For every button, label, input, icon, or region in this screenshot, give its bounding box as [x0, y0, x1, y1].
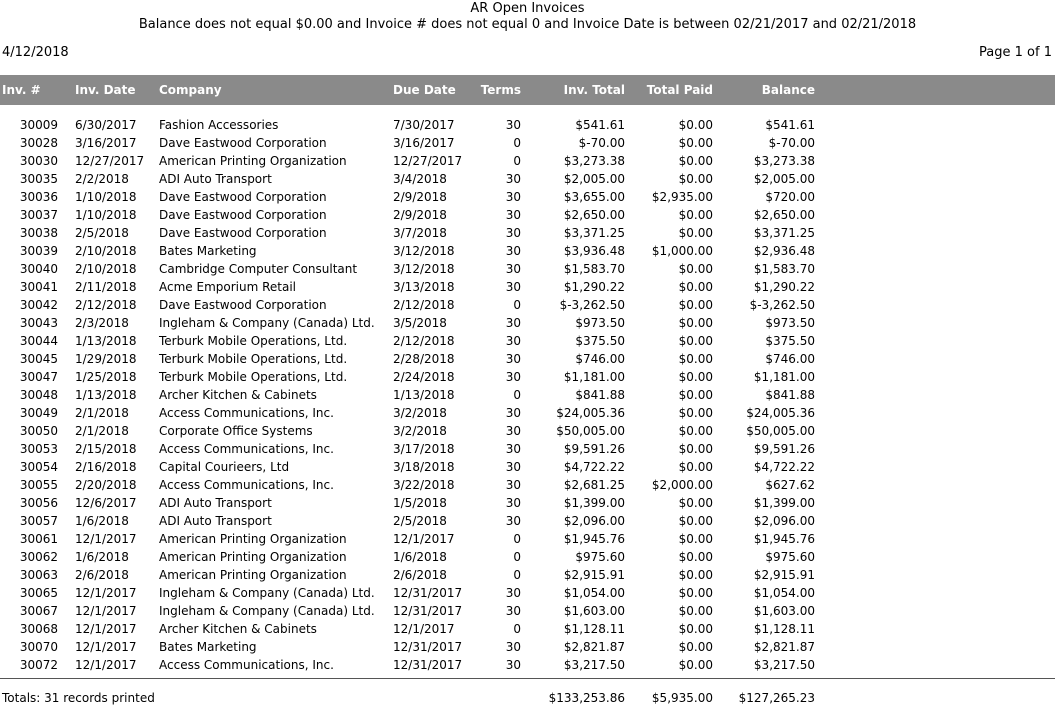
- table-row: [0, 513, 1055, 531]
- cell-inv-date: 2/10/2018: [75, 262, 137, 276]
- cell-inv-date: 1/29/2018: [75, 352, 137, 366]
- cell-inv-total: $3,273.38: [563, 154, 625, 168]
- cell-inv-total: $1,054.00: [563, 586, 625, 600]
- totals-total-paid: $5,935.00: [651, 691, 713, 705]
- cell-inv-no: 30009: [19, 118, 58, 132]
- cell-due-date: 3/4/2018: [393, 172, 447, 186]
- cell-terms: 0: [513, 568, 521, 582]
- header-inv-total: Inv. Total: [563, 83, 625, 97]
- cell-total-paid: $0.00: [678, 640, 713, 654]
- cell-inv-no: 30037: [19, 208, 58, 222]
- cell-terms: 30: [505, 424, 521, 438]
- cell-total-paid: $0.00: [678, 622, 713, 636]
- cell-terms: 0: [513, 298, 521, 312]
- cell-terms: 30: [505, 496, 521, 510]
- cell-inv-total: $2,915.91: [563, 568, 625, 582]
- cell-company: Access Communications, Inc.: [159, 406, 334, 420]
- cell-terms: 30: [505, 460, 521, 474]
- totals-balance: $127,265.23: [738, 691, 815, 705]
- cell-due-date: 3/2/2018: [393, 406, 447, 420]
- table-row: [0, 549, 1055, 567]
- cell-due-date: 7/30/2017: [393, 118, 455, 132]
- report-title: AR Open Invoices: [470, 1, 585, 16]
- header-inv-date: Inv. Date: [75, 83, 136, 97]
- cell-balance: $746.00: [765, 352, 815, 366]
- cell-balance: $1,399.00: [753, 496, 815, 510]
- cell-terms: 0: [513, 154, 521, 168]
- cell-terms: 30: [505, 172, 521, 186]
- cell-company: Access Communications, Inc.: [159, 442, 334, 456]
- table-row: [0, 369, 1055, 387]
- cell-total-paid: $0.00: [678, 262, 713, 276]
- cell-company: ADI Auto Transport: [159, 514, 272, 528]
- cell-inv-no: 30042: [19, 298, 58, 312]
- totals-inv-total: $133,253.86: [548, 691, 625, 705]
- cell-inv-date: 12/1/2017: [75, 532, 137, 546]
- cell-terms: 30: [505, 514, 521, 528]
- table-row: [0, 243, 1055, 261]
- cell-company: American Printing Organization: [159, 550, 347, 564]
- cell-inv-total: $1,181.00: [563, 370, 625, 384]
- cell-inv-total: $541.61: [575, 118, 625, 132]
- table-row: [0, 603, 1055, 621]
- cell-due-date: 1/13/2018: [393, 388, 455, 402]
- cell-balance: $24,005.36: [746, 406, 815, 420]
- cell-total-paid: $0.00: [678, 388, 713, 402]
- cell-company: ADI Auto Transport: [159, 172, 272, 186]
- header-terms: Terms: [480, 83, 521, 97]
- cell-inv-date: 1/13/2018: [75, 334, 137, 348]
- cell-due-date: 2/6/2018: [393, 568, 447, 582]
- header-due-date: Due Date: [393, 83, 456, 97]
- cell-due-date: 1/6/2018: [393, 550, 447, 564]
- cell-balance: $50,005.00: [746, 424, 815, 438]
- cell-total-paid: $0.00: [678, 370, 713, 384]
- cell-total-paid: $0.00: [678, 136, 713, 150]
- cell-balance: $2,005.00: [753, 172, 815, 186]
- cell-inv-total: $50,005.00: [556, 424, 625, 438]
- cell-terms: 30: [505, 226, 521, 240]
- cell-inv-date: 1/10/2018: [75, 190, 137, 204]
- cell-due-date: 3/17/2018: [393, 442, 455, 456]
- cell-due-date: 2/28/2018: [393, 352, 455, 366]
- header-inv-no: Inv. #: [2, 83, 41, 97]
- cell-balance: $1,054.00: [753, 586, 815, 600]
- cell-inv-total: $2,821.87: [563, 640, 625, 654]
- cell-due-date: 3/16/2017: [393, 136, 455, 150]
- cell-total-paid: $1,000.00: [651, 244, 713, 258]
- totals-label: Totals: 31 records printed: [2, 691, 155, 705]
- cell-inv-date: 12/1/2017: [75, 658, 137, 672]
- cell-balance: $1,181.00: [753, 370, 815, 384]
- cell-inv-no: 30056: [19, 496, 58, 510]
- cell-balance: $2,096.00: [753, 514, 815, 528]
- cell-terms: 0: [513, 136, 521, 150]
- cell-balance: $1,583.70: [753, 262, 815, 276]
- cell-company: Access Communications, Inc.: [159, 658, 334, 672]
- cell-inv-no: 30072: [19, 658, 58, 672]
- cell-company: Ingleham & Company (Canada) Ltd.: [159, 316, 375, 330]
- cell-balance: $973.50: [765, 316, 815, 330]
- cell-balance: $2,650.00: [753, 208, 815, 222]
- cell-company: Acme Emporium Retail: [159, 280, 296, 294]
- cell-total-paid: $0.00: [678, 550, 713, 564]
- header-company: Company: [159, 83, 222, 97]
- cell-balance: $2,936.48: [753, 244, 815, 258]
- cell-balance: $1,128.11: [753, 622, 815, 636]
- cell-inv-total: $4,722.22: [563, 460, 625, 474]
- cell-inv-date: 2/3/2018: [75, 316, 129, 330]
- cell-inv-total: $2,005.00: [563, 172, 625, 186]
- cell-total-paid: $2,935.00: [651, 190, 713, 204]
- invoice-table-body: [0, 117, 1055, 675]
- cell-due-date: 3/13/2018: [393, 280, 455, 294]
- cell-total-paid: $2,000.00: [651, 478, 713, 492]
- table-row: [0, 297, 1055, 315]
- cell-terms: 30: [505, 604, 521, 618]
- cell-inv-date: 1/6/2018: [75, 550, 129, 564]
- cell-total-paid: $0.00: [678, 496, 713, 510]
- cell-due-date: 12/1/2017: [393, 622, 455, 636]
- cell-inv-no: 30049: [19, 406, 58, 420]
- table-row: [0, 135, 1055, 153]
- cell-total-paid: $0.00: [678, 172, 713, 186]
- table-row: [0, 117, 1055, 135]
- cell-company: Dave Eastwood Corporation: [159, 226, 327, 240]
- cell-inv-date: 12/1/2017: [75, 622, 137, 636]
- cell-inv-total: $2,096.00: [563, 514, 625, 528]
- cell-terms: 30: [505, 208, 521, 222]
- cell-inv-date: 12/6/2017: [75, 496, 137, 510]
- cell-inv-no: 30067: [19, 604, 58, 618]
- cell-terms: 0: [513, 622, 521, 636]
- cell-terms: 30: [505, 370, 521, 384]
- cell-balance: $2,821.87: [753, 640, 815, 654]
- cell-inv-total: $2,681.25: [563, 478, 625, 492]
- cell-company: Dave Eastwood Corporation: [159, 136, 327, 150]
- cell-company: Capital Courieers, Ltd: [159, 460, 290, 474]
- cell-company: Archer Kitchen & Cabinets: [159, 622, 317, 636]
- header-balance: Balance: [761, 83, 815, 97]
- cell-inv-total: $973.50: [575, 316, 625, 330]
- table-row: [0, 207, 1055, 225]
- cell-inv-no: 30070: [19, 640, 58, 654]
- cell-inv-no: 30061: [19, 532, 58, 546]
- table-row: [0, 657, 1055, 675]
- cell-inv-date: 1/10/2018: [75, 208, 137, 222]
- cell-inv-no: 30047: [19, 370, 58, 384]
- cell-total-paid: $0.00: [678, 154, 713, 168]
- cell-inv-total: $841.88: [575, 388, 625, 402]
- cell-balance: $4,722.22: [753, 460, 815, 474]
- cell-due-date: 3/18/2018: [393, 460, 455, 474]
- cell-terms: 30: [505, 640, 521, 654]
- cell-total-paid: $0.00: [678, 514, 713, 528]
- cell-inv-no: 30035: [19, 172, 58, 186]
- cell-company: Archer Kitchen & Cabinets: [159, 388, 317, 402]
- cell-balance: $2,915.91: [753, 568, 815, 582]
- report-filter-subtitle: Balance does not equal $0.00 and Invoice # does not equal 0 and Invoice Date is between 02/21/2017 and 02/21/2018: [138, 17, 917, 32]
- cell-total-paid: $0.00: [678, 280, 713, 294]
- cell-company: Bates Marketing: [159, 640, 257, 654]
- cell-inv-date: 2/1/2018: [75, 424, 129, 438]
- cell-inv-no: 30057: [19, 514, 58, 528]
- cell-inv-no: 30045: [19, 352, 58, 366]
- table-row: [0, 171, 1055, 189]
- cell-total-paid: $0.00: [678, 586, 713, 600]
- cell-company: Ingleham & Company (Canada) Ltd.: [159, 604, 375, 618]
- table-row: [0, 567, 1055, 585]
- cell-inv-date: 2/1/2018: [75, 406, 129, 420]
- cell-company: Ingleham & Company (Canada) Ltd.: [159, 586, 375, 600]
- totals-row: [0, 690, 1055, 706]
- cell-terms: 30: [505, 478, 521, 492]
- cell-balance: $9,591.26: [753, 442, 815, 456]
- cell-inv-total: $24,005.36: [556, 406, 625, 420]
- cell-total-paid: $0.00: [678, 208, 713, 222]
- cell-due-date: 2/9/2018: [393, 190, 447, 204]
- cell-balance: $541.61: [765, 118, 815, 132]
- cell-inv-date: 2/20/2018: [75, 478, 137, 492]
- cell-inv-date: 12/1/2017: [75, 586, 137, 600]
- cell-terms: 0: [513, 550, 521, 564]
- cell-inv-no: 30068: [19, 622, 58, 636]
- cell-company: Access Communications, Inc.: [159, 478, 334, 492]
- cell-inv-date: 12/1/2017: [75, 604, 137, 618]
- cell-balance: $3,273.38: [753, 154, 815, 168]
- table-row: [0, 387, 1055, 405]
- cell-inv-no: 30053: [19, 442, 58, 456]
- cell-inv-no: 30055: [19, 478, 58, 492]
- cell-inv-total: $1,945.76: [563, 532, 625, 546]
- cell-due-date: 12/31/2017: [393, 640, 463, 654]
- cell-total-paid: $0.00: [678, 118, 713, 132]
- cell-total-paid: $0.00: [678, 568, 713, 582]
- cell-due-date: 1/5/2018: [393, 496, 447, 510]
- cell-inv-total: $-70.00: [578, 136, 625, 150]
- cell-inv-date: 2/16/2018: [75, 460, 137, 474]
- cell-balance: $-3,262.50: [749, 298, 815, 312]
- cell-terms: 30: [505, 586, 521, 600]
- cell-due-date: 3/12/2018: [393, 244, 455, 258]
- cell-company: Corporate Office Systems: [159, 424, 313, 438]
- cell-company: Cambridge Computer Consultant: [159, 262, 358, 276]
- cell-terms: 30: [505, 334, 521, 348]
- cell-inv-total: $1,603.00: [563, 604, 625, 618]
- cell-total-paid: $0.00: [678, 442, 713, 456]
- cell-inv-date: 1/6/2018: [75, 514, 129, 528]
- cell-due-date: 12/27/2017: [393, 154, 463, 168]
- cell-inv-total: $1,290.22: [563, 280, 625, 294]
- cell-terms: 30: [505, 352, 521, 366]
- cell-inv-no: 30041: [19, 280, 58, 294]
- cell-balance: $1,603.00: [753, 604, 815, 618]
- cell-due-date: 3/22/2018: [393, 478, 455, 492]
- cell-company: Dave Eastwood Corporation: [159, 190, 327, 204]
- cell-terms: 30: [505, 658, 521, 672]
- cell-inv-date: 2/12/2018: [75, 298, 137, 312]
- cell-terms: 30: [505, 262, 521, 276]
- cell-inv-date: 1/25/2018: [75, 370, 137, 384]
- cell-company: Fashion Accessories: [159, 118, 279, 132]
- cell-total-paid: $0.00: [678, 406, 713, 420]
- cell-balance: $3,371.25: [753, 226, 815, 240]
- cell-inv-total: $375.50: [575, 334, 625, 348]
- cell-balance: $720.00: [765, 190, 815, 204]
- table-row: [0, 315, 1055, 333]
- cell-total-paid: $0.00: [678, 316, 713, 330]
- cell-inv-total: $746.00: [575, 352, 625, 366]
- cell-inv-total: $3,217.50: [563, 658, 625, 672]
- cell-inv-total: $1,128.11: [563, 622, 625, 636]
- cell-due-date: 2/9/2018: [393, 208, 447, 222]
- cell-terms: 30: [505, 406, 521, 420]
- cell-total-paid: $0.00: [678, 658, 713, 672]
- cell-inv-no: 30048: [19, 388, 58, 402]
- footer-divider: [0, 678, 1055, 679]
- cell-inv-total: $-3,262.50: [559, 298, 625, 312]
- cell-balance: $841.88: [765, 388, 815, 402]
- cell-inv-date: 12/1/2017: [75, 640, 137, 654]
- cell-due-date: 2/5/2018: [393, 514, 447, 528]
- table-row: [0, 333, 1055, 351]
- cell-company: Dave Eastwood Corporation: [159, 298, 327, 312]
- cell-terms: 30: [505, 190, 521, 204]
- cell-inv-no: 30036: [19, 190, 58, 204]
- cell-total-paid: $0.00: [678, 352, 713, 366]
- cell-inv-date: 2/15/2018: [75, 442, 137, 456]
- cell-inv-no: 30043: [19, 316, 58, 330]
- cell-total-paid: $0.00: [678, 226, 713, 240]
- table-row: [0, 423, 1055, 441]
- cell-balance: $627.62: [765, 478, 815, 492]
- cell-due-date: 3/5/2018: [393, 316, 447, 330]
- cell-total-paid: $0.00: [678, 604, 713, 618]
- cell-company: Terburk Mobile Operations, Ltd.: [159, 352, 348, 366]
- cell-company: Terburk Mobile Operations, Ltd.: [159, 334, 348, 348]
- cell-inv-date: 2/11/2018: [75, 280, 137, 294]
- table-row: [0, 477, 1055, 495]
- cell-inv-date: 2/5/2018: [75, 226, 129, 240]
- cell-inv-date: 1/13/2018: [75, 388, 137, 402]
- cell-due-date: 12/31/2017: [393, 586, 463, 600]
- cell-inv-total: $2,650.00: [563, 208, 625, 222]
- cell-total-paid: $0.00: [678, 532, 713, 546]
- cell-balance: $375.50: [765, 334, 815, 348]
- table-row: [0, 153, 1055, 171]
- cell-balance: $1,290.22: [753, 280, 815, 294]
- cell-inv-date: 6/30/2017: [75, 118, 137, 132]
- cell-company: American Printing Organization: [159, 568, 347, 582]
- table-row: [0, 261, 1055, 279]
- cell-terms: 30: [505, 244, 521, 258]
- cell-total-paid: $0.00: [678, 298, 713, 312]
- table-row: [0, 441, 1055, 459]
- table-row: [0, 621, 1055, 639]
- cell-inv-no: 30040: [19, 262, 58, 276]
- cell-company: Dave Eastwood Corporation: [159, 208, 327, 222]
- cell-company: Bates Marketing: [159, 244, 257, 258]
- cell-company: American Printing Organization: [159, 532, 347, 546]
- table-row: [0, 639, 1055, 657]
- cell-terms: 30: [505, 316, 521, 330]
- table-row: [0, 585, 1055, 603]
- cell-terms: 0: [513, 532, 521, 546]
- cell-inv-date: 2/6/2018: [75, 568, 129, 582]
- cell-inv-date: 3/16/2017: [75, 136, 137, 150]
- cell-inv-no: 30065: [19, 586, 58, 600]
- cell-terms: 0: [513, 388, 521, 402]
- cell-inv-total: $1,583.70: [563, 262, 625, 276]
- table-row: [0, 531, 1055, 549]
- cell-due-date: 2/24/2018: [393, 370, 455, 384]
- cell-total-paid: $0.00: [678, 424, 713, 438]
- header-total-paid: Total Paid: [646, 83, 713, 97]
- cell-total-paid: $0.00: [678, 460, 713, 474]
- cell-total-paid: $0.00: [678, 334, 713, 348]
- table-row: [0, 495, 1055, 513]
- cell-inv-no: 30039: [19, 244, 58, 258]
- cell-inv-no: 30038: [19, 226, 58, 240]
- cell-due-date: 3/2/2018: [393, 424, 447, 438]
- cell-inv-no: 30063: [19, 568, 58, 582]
- cell-inv-total: $3,936.48: [563, 244, 625, 258]
- cell-inv-date: 12/27/2017: [75, 154, 145, 168]
- cell-inv-no: 30030: [19, 154, 58, 168]
- cell-due-date: 12/31/2017: [393, 658, 463, 672]
- cell-company: American Printing Organization: [159, 154, 347, 168]
- cell-inv-total: $9,591.26: [563, 442, 625, 456]
- table-row: [0, 351, 1055, 369]
- cell-company: Terburk Mobile Operations, Ltd.: [159, 370, 348, 384]
- cell-inv-date: 2/2/2018: [75, 172, 129, 186]
- column-header-band: [0, 75, 1055, 105]
- report-date: 4/12/2018: [2, 45, 69, 60]
- cell-due-date: 2/12/2018: [393, 298, 455, 312]
- cell-inv-no: 30062: [19, 550, 58, 564]
- cell-balance: $-70.00: [768, 136, 815, 150]
- cell-due-date: 2/12/2018: [393, 334, 455, 348]
- cell-inv-date: 2/10/2018: [75, 244, 137, 258]
- table-row: [0, 279, 1055, 297]
- cell-inv-no: 30050: [19, 424, 58, 438]
- cell-due-date: 3/12/2018: [393, 262, 455, 276]
- cell-balance: $975.60: [765, 550, 815, 564]
- cell-inv-total: $3,371.25: [563, 226, 625, 240]
- table-row: [0, 225, 1055, 243]
- table-row: [0, 405, 1055, 423]
- cell-due-date: 12/31/2017: [393, 604, 463, 618]
- cell-due-date: 3/7/2018: [393, 226, 447, 240]
- cell-inv-total: $1,399.00: [563, 496, 625, 510]
- cell-inv-no: 30028: [19, 136, 58, 150]
- cell-inv-no: 30054: [19, 460, 58, 474]
- table-row: [0, 459, 1055, 477]
- cell-terms: 30: [505, 442, 521, 456]
- cell-balance: $3,217.50: [753, 658, 815, 672]
- table-row: [0, 189, 1055, 207]
- cell-inv-total: $3,655.00: [563, 190, 625, 204]
- cell-balance: $1,945.76: [753, 532, 815, 546]
- cell-terms: 30: [505, 280, 521, 294]
- cell-inv-total: $975.60: [575, 550, 625, 564]
- cell-company: ADI Auto Transport: [159, 496, 272, 510]
- cell-inv-no: 30044: [19, 334, 58, 348]
- page-number: Page 1 of 1: [979, 45, 1052, 60]
- cell-terms: 30: [505, 118, 521, 132]
- cell-due-date: 12/1/2017: [393, 532, 455, 546]
